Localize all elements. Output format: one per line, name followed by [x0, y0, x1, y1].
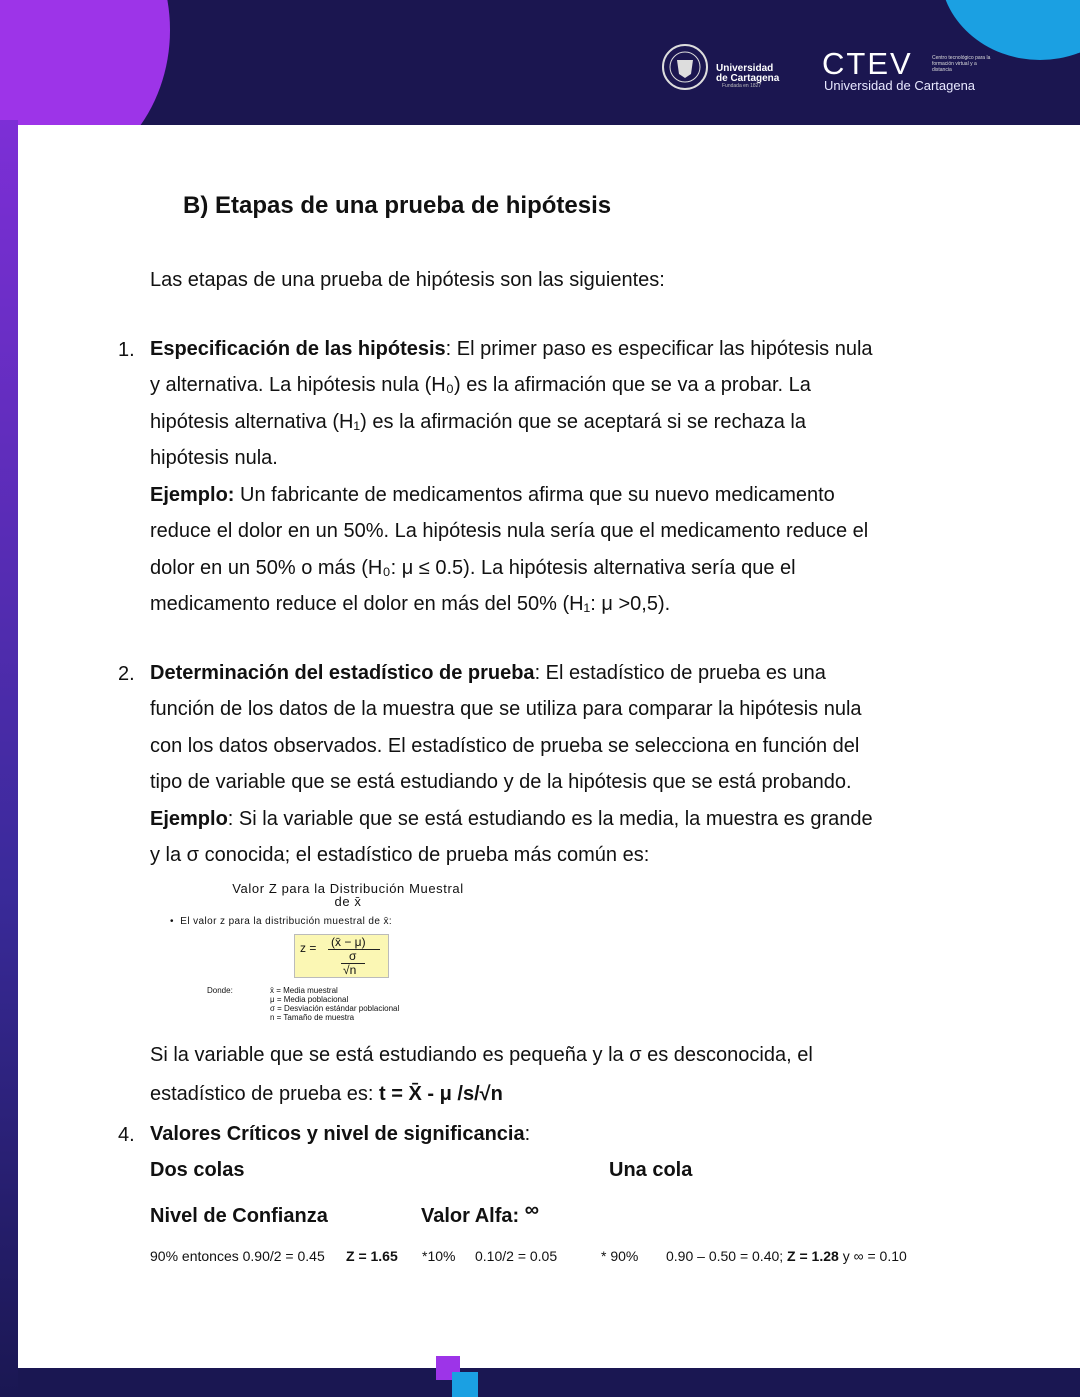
valor-alfa-label: Valor Alfa: ∞: [421, 1199, 540, 1227]
ctev-tagline: Centro tecnológico para la formación virtual y a distancia: [932, 55, 991, 73]
university-name: Universidad de Cartagena: [716, 63, 780, 84]
item1-number: 1.: [118, 339, 135, 361]
ctev-logo: [822, 46, 992, 95]
item2-line1: Determinación del estadístico de prueba: El estadístico de prueba es una: [150, 662, 826, 684]
university-logo: [660, 42, 790, 92]
z-label: z =: [300, 941, 317, 955]
z-numerator: (x̄ − μ): [331, 935, 366, 949]
row-cell-6: 0.90 – 0.50 = 0.40; Z = 1.28 y ∞ = 0.10: [666, 1248, 907, 1264]
item1-example-label: Ejemplo:: [150, 484, 235, 506]
section-title: B) Etapas de una prueba de hipótesis: [183, 192, 612, 219]
una-cola-label: Una cola: [609, 1159, 693, 1181]
item1-line1: Especificación de las hipótesis: El primer paso es especificar las hipótesis nula: [150, 338, 873, 360]
item1-example-line2: reduce el dolor en un 50%. La hipótesis nula sería que el medicamento reduce el: [150, 520, 869, 542]
formula-title: Valor Z para la Distribución Muestral de x̄: [232, 881, 464, 909]
item2-example-line2: y la σ conocida; el estadístico de prueba más común es:: [150, 844, 650, 866]
item1-example-line3: dolor en un 50% o más (H₀: μ ≤ 0.5). La hipótesis alternativa sería que el: [150, 557, 796, 579]
item2-example-label: Ejemplo: [150, 808, 228, 830]
row-cell-4: 0.10/2 = 0.05: [475, 1248, 558, 1264]
intro-text: Las etapas de una prueba de hipótesis son las siguientes:: [150, 269, 665, 291]
row-cell-5: * 90%: [601, 1248, 639, 1264]
item4-number: 4.: [118, 1124, 135, 1146]
row-cell-3: *10%: [422, 1248, 456, 1264]
t-stat-line2: estadístico de prueba es: t = X̄ - μ /s/√n: [150, 1083, 503, 1105]
item1-example-line4: medicamento reduce el dolor en más del 50% (H₁: μ >0,5).: [150, 593, 671, 615]
formula-bullet: • El valor z para la distribución muestral de x̄:: [170, 916, 393, 927]
item2-number: 2.: [118, 663, 135, 685]
row-cell-2: Z = 1.65: [346, 1248, 398, 1264]
item1-example-line1: Ejemplo: Un fabricante de medicamentos afirma que su nuevo medicamento: [150, 484, 835, 506]
z-sigma: σ: [349, 949, 357, 963]
ctev-subtitle: Universidad de Cartagena: [824, 78, 976, 93]
z-sqrt-n: √n: [343, 963, 357, 977]
item2-line2: función de los datos de la muestra que se utiliza para comparar la hipótesis nula: [150, 698, 862, 720]
item1-heading: Especificación de las hipótesis: [150, 338, 446, 360]
z-equation: [294, 934, 389, 978]
row-cell-1: 90% entonces 0.90/2 = 0.45: [150, 1248, 325, 1264]
z-formula-figure: [170, 880, 510, 1025]
dos-colas-label: Dos colas: [150, 1159, 245, 1181]
item4-heading: Valores Críticos y nivel de significancia: [150, 1123, 525, 1145]
formula-legend: x̄ = Media muestral μ = Media poblacional σ = Desviación estándar poblacional n = Tamaño de muestra: [270, 986, 400, 1022]
university-seal-icon: [660, 42, 710, 92]
ctev-wordmark: CTEV: [822, 46, 913, 81]
left-accent-bar: [0, 120, 18, 1397]
item1-line3: hipótesis alternativa (H₁) es la afirmación que se aceptará si se rechaza la: [150, 411, 806, 433]
item2-example-line1: Ejemplo: Si la variable que se está estudiando es la media, la muestra es grande: [150, 808, 873, 830]
university-founded: Fundada en 1827: [722, 83, 762, 89]
item1-line2: y alternativa. La hipótesis nula (H₀) es la afirmación que se va a probar. La: [150, 374, 811, 396]
item4-heading-line: Valores Críticos y nivel de significancia:: [150, 1123, 531, 1145]
item2-line4: tipo de variable que se está estudiando y de la hipótesis que se está probando.: [150, 771, 852, 793]
item2-heading: Determinación del estadístico de prueba: [150, 662, 535, 684]
footer-square-cyan: [452, 1372, 478, 1397]
formula-where: Donde:: [207, 986, 233, 995]
t-stat-line1: Si la variable que se está estudiando es pequeña y la σ es desconocida, el: [150, 1044, 813, 1066]
alfa-symbol: ∞: [524, 1199, 540, 1221]
item1-line4: hipótesis nula.: [150, 447, 278, 469]
decorative-purple-shape: [0, 0, 170, 125]
header-banner: [0, 0, 1080, 125]
item2-line3: con los datos observados. El estadístico de prueba se selecciona en función del: [150, 735, 860, 757]
t-stat-formula: t = X̄ - μ /s/√n: [379, 1083, 503, 1105]
nivel-confianza-label: Nivel de Confianza: [150, 1205, 328, 1227]
